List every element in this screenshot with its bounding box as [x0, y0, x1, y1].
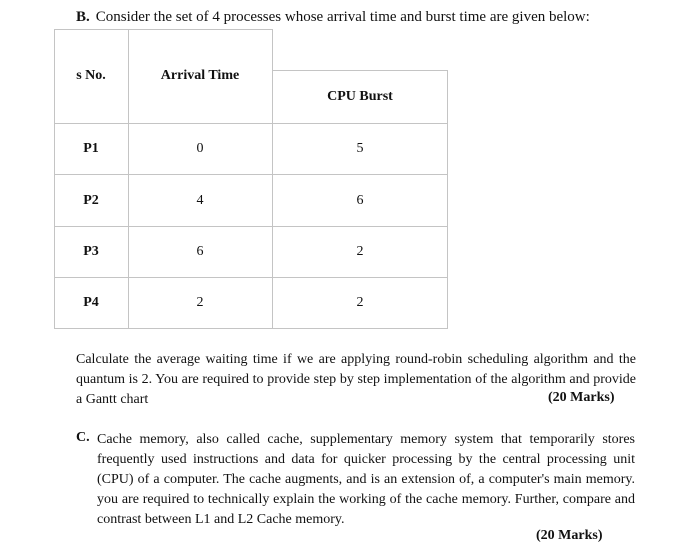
table-border: [54, 277, 448, 278]
table-cell-arrival: 6: [196, 244, 204, 259]
question-c-text: Cache memory, also called cache, supplementary memory system that temporarily stores frequently used instructions and data for quicker processing by the central processing unit (CPU) of a computer. The cache augments, and is an extension of, a computer's main memory. you are required to technically explain the working of the cache memory. Further, compare and contrast between L1 and L2 Cache memory.: [97, 432, 635, 527]
table-header-cpu-burst: CPU Burst: [327, 89, 393, 104]
question-c-marks: (20 Marks): [536, 528, 603, 543]
table-cell-process: P1: [83, 141, 99, 156]
question-b-instructions: Calculate the average waiting time if we are applying round-robin scheduling algorithm and the quantum is 2. You are required to provide step by step implementation of the algorithm and provide a Gantt chart: [76, 352, 636, 407]
question-b-marks: (20 Marks): [548, 390, 615, 405]
question-b-label: B.: [76, 9, 90, 25]
table-cell-process: P2: [83, 193, 99, 208]
table-border: [54, 174, 448, 175]
question-c-label: C.: [76, 430, 90, 445]
table-border: [272, 70, 448, 71]
question-b-heading-text: Consider the set of 4 processes whose arrival time and burst time are given below:: [95, 9, 590, 25]
table-cell-arrival: 0: [196, 141, 204, 156]
table-cell-process: P4: [83, 295, 99, 310]
table-cell-burst: 2: [356, 295, 364, 310]
question-b-heading: [76, 9, 590, 26]
table-border: [54, 226, 448, 227]
table-border: [54, 328, 448, 329]
table-border: [272, 29, 273, 329]
table-cell-burst: 2: [356, 244, 364, 259]
table-header-arrival-time: Arrival Time: [160, 68, 240, 83]
table-cell-arrival: 2: [196, 295, 204, 310]
table-cell-process: P3: [83, 244, 99, 259]
table-cell-burst: 5: [356, 141, 364, 156]
table-cell-burst: 6: [356, 193, 364, 208]
table-border: [54, 29, 272, 30]
table-border: [54, 123, 448, 124]
table-cell-arrival: 4: [196, 193, 204, 208]
table-header-sno: s No.: [76, 68, 106, 83]
